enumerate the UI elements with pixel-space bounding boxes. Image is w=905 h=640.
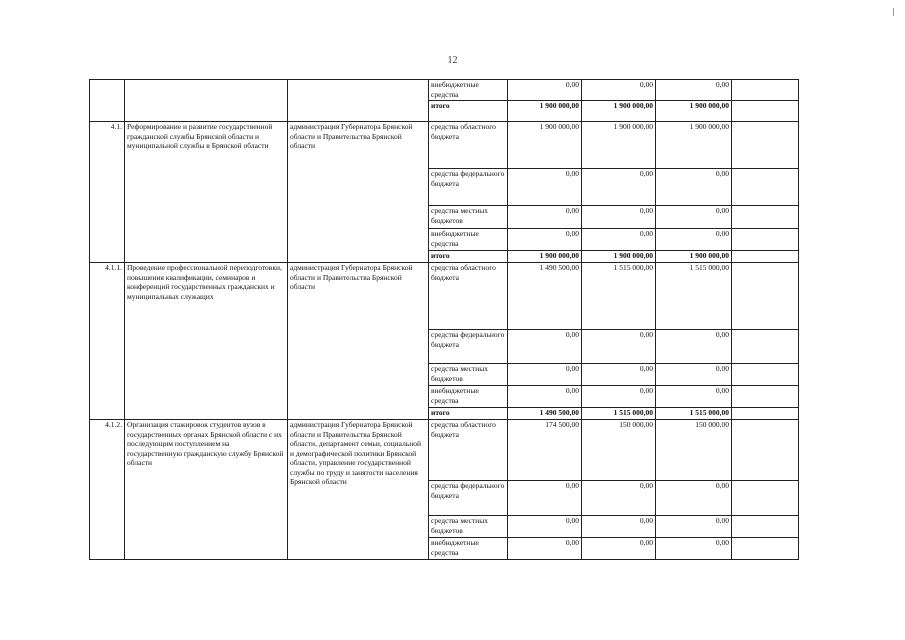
- amount-cell: 1 900 000,00: [508, 101, 582, 122]
- amount-cell: 0,00: [508, 330, 582, 364]
- source-label: средства местных бюджетов: [429, 516, 508, 538]
- blank-cell: [732, 538, 799, 560]
- amount-cell: 1 900 000,00: [582, 122, 656, 169]
- amount-cell: 0,00: [508, 364, 582, 386]
- amount-cell: 150 000,00: [582, 420, 656, 481]
- table-row: [90, 263, 799, 330]
- total-label: итого: [429, 251, 508, 263]
- item-number-cell: 4.1.1.: [90, 263, 125, 420]
- amount-cell: 1 515 000,00: [582, 263, 656, 330]
- blank-cell: [732, 80, 799, 101]
- amount-cell: 0,00: [656, 386, 732, 408]
- amount-cell: 0,00: [508, 386, 582, 408]
- total-label: итого: [429, 101, 508, 122]
- blank-cell: [732, 169, 799, 206]
- amount-cell: 0,00: [582, 538, 656, 560]
- table-row: [90, 122, 799, 169]
- item-number-cell: [90, 80, 125, 122]
- amount-cell: 0,00: [656, 169, 732, 206]
- executor-cell: администрация Губернатора Брянской области и Правительства Брянской области, департамент семьи, социальной и демографической политики Брянской области, управление государственной службы по труду и занятости населения Брянской области: [288, 420, 429, 560]
- source-label: средства федерального бюджета: [429, 330, 508, 364]
- amount-cell: 0,00: [656, 206, 732, 229]
- executor-cell: администрация Губернатора Брянской области и Правительства Брянской области: [288, 263, 429, 420]
- blank-cell: [732, 386, 799, 408]
- amount-cell: 150 000,00: [656, 420, 732, 481]
- amount-cell: 0,00: [656, 330, 732, 364]
- executor-cell: администрация Губернатора Брянской области и Правительства Брянской области: [288, 122, 429, 263]
- amount-cell: 0,00: [508, 516, 582, 538]
- blank-cell: [732, 420, 799, 481]
- budget-table: [89, 79, 799, 560]
- amount-cell: 1 900 000,00: [508, 251, 582, 263]
- scan-edge-mark: [893, 8, 894, 16]
- executor-cell: [288, 80, 429, 122]
- amount-cell: 1 490 500,00: [508, 408, 582, 420]
- amount-cell: 0,00: [582, 80, 656, 101]
- source-label: средства областного бюджета: [429, 420, 508, 481]
- amount-cell: 0,00: [582, 481, 656, 516]
- amount-cell: 0,00: [508, 229, 582, 251]
- amount-cell: 0,00: [656, 538, 732, 560]
- amount-cell: 0,00: [582, 206, 656, 229]
- blank-cell: [732, 263, 799, 330]
- source-label: внебюджетные средства: [429, 229, 508, 251]
- amount-cell: 0,00: [582, 330, 656, 364]
- amount-cell: 0,00: [582, 364, 656, 386]
- description-cell: [125, 80, 288, 122]
- amount-cell: 1 515 000,00: [656, 263, 732, 330]
- blank-cell: [732, 101, 799, 122]
- amount-cell: 0,00: [508, 169, 582, 206]
- blank-cell: [732, 408, 799, 420]
- amount-cell: 1 900 000,00: [582, 251, 656, 263]
- page-number: 12: [447, 55, 458, 66]
- item-number-cell: 4.1.: [90, 122, 125, 263]
- source-label: средства местных бюджетов: [429, 206, 508, 229]
- amount-cell: 0,00: [582, 169, 656, 206]
- amount-cell: 1 900 000,00: [656, 122, 732, 169]
- amount-cell: 0,00: [582, 229, 656, 251]
- amount-cell: 0,00: [508, 481, 582, 516]
- blank-cell: [732, 229, 799, 251]
- amount-cell: 1 900 000,00: [656, 101, 732, 122]
- blank-cell: [732, 481, 799, 516]
- blank-cell: [732, 251, 799, 263]
- amount-cell: 0,00: [582, 386, 656, 408]
- total-label: итого: [429, 408, 508, 420]
- description-cell: Проведение профессиональной переподготовки, повышения квалификации, семинаров и конференций государственных гражданских и муниципальных служащих: [125, 263, 288, 420]
- source-label: средства местных бюджетов: [429, 364, 508, 386]
- amount-cell: 0,00: [656, 80, 732, 101]
- amount-cell: 0,00: [656, 481, 732, 516]
- source-label: средства федерального бюджета: [429, 169, 508, 206]
- source-label: средства федерального бюджета: [429, 481, 508, 516]
- amount-cell: 1 515 000,00: [582, 408, 656, 420]
- amount-cell: 0,00: [582, 516, 656, 538]
- amount-cell: 1 900 000,00: [582, 101, 656, 122]
- amount-cell: 0,00: [656, 229, 732, 251]
- amount-cell: 174 500,00: [508, 420, 582, 481]
- amount-cell: 0,00: [656, 516, 732, 538]
- source-label: средства областного бюджета: [429, 263, 508, 330]
- item-number-cell: 4.1.2.: [90, 420, 125, 560]
- amount-cell: 0,00: [508, 538, 582, 560]
- description-cell: Организация стажировок студентов вузов в государственных органах Брянской области с их последующим поступлением на государственную гражданскую службу Брянской области: [125, 420, 288, 560]
- blank-cell: [732, 206, 799, 229]
- amount-cell: 0,00: [656, 364, 732, 386]
- amount-cell: 1 900 000,00: [656, 251, 732, 263]
- source-label: внебюджетные средства: [429, 538, 508, 560]
- blank-cell: [732, 122, 799, 169]
- blank-cell: [732, 364, 799, 386]
- table-row: [90, 80, 799, 101]
- amount-cell: 1 490 500,00: [508, 263, 582, 330]
- table-row: [90, 420, 799, 481]
- source-label: средства областного бюджета: [429, 122, 508, 169]
- amount-cell: 0,00: [508, 206, 582, 229]
- blank-cell: [732, 516, 799, 538]
- amount-cell: 1 515 000,00: [656, 408, 732, 420]
- amount-cell: 1 900 000,00: [508, 122, 582, 169]
- blank-cell: [732, 330, 799, 364]
- source-label: внебюджетные средства: [429, 386, 508, 408]
- amount-cell: 0,00: [508, 80, 582, 101]
- description-cell: Реформирование и развитие государственной гражданской службы Брянской области и муниципальной службы в Брянской области: [125, 122, 288, 263]
- source-label: внебюджетные средства: [429, 80, 508, 101]
